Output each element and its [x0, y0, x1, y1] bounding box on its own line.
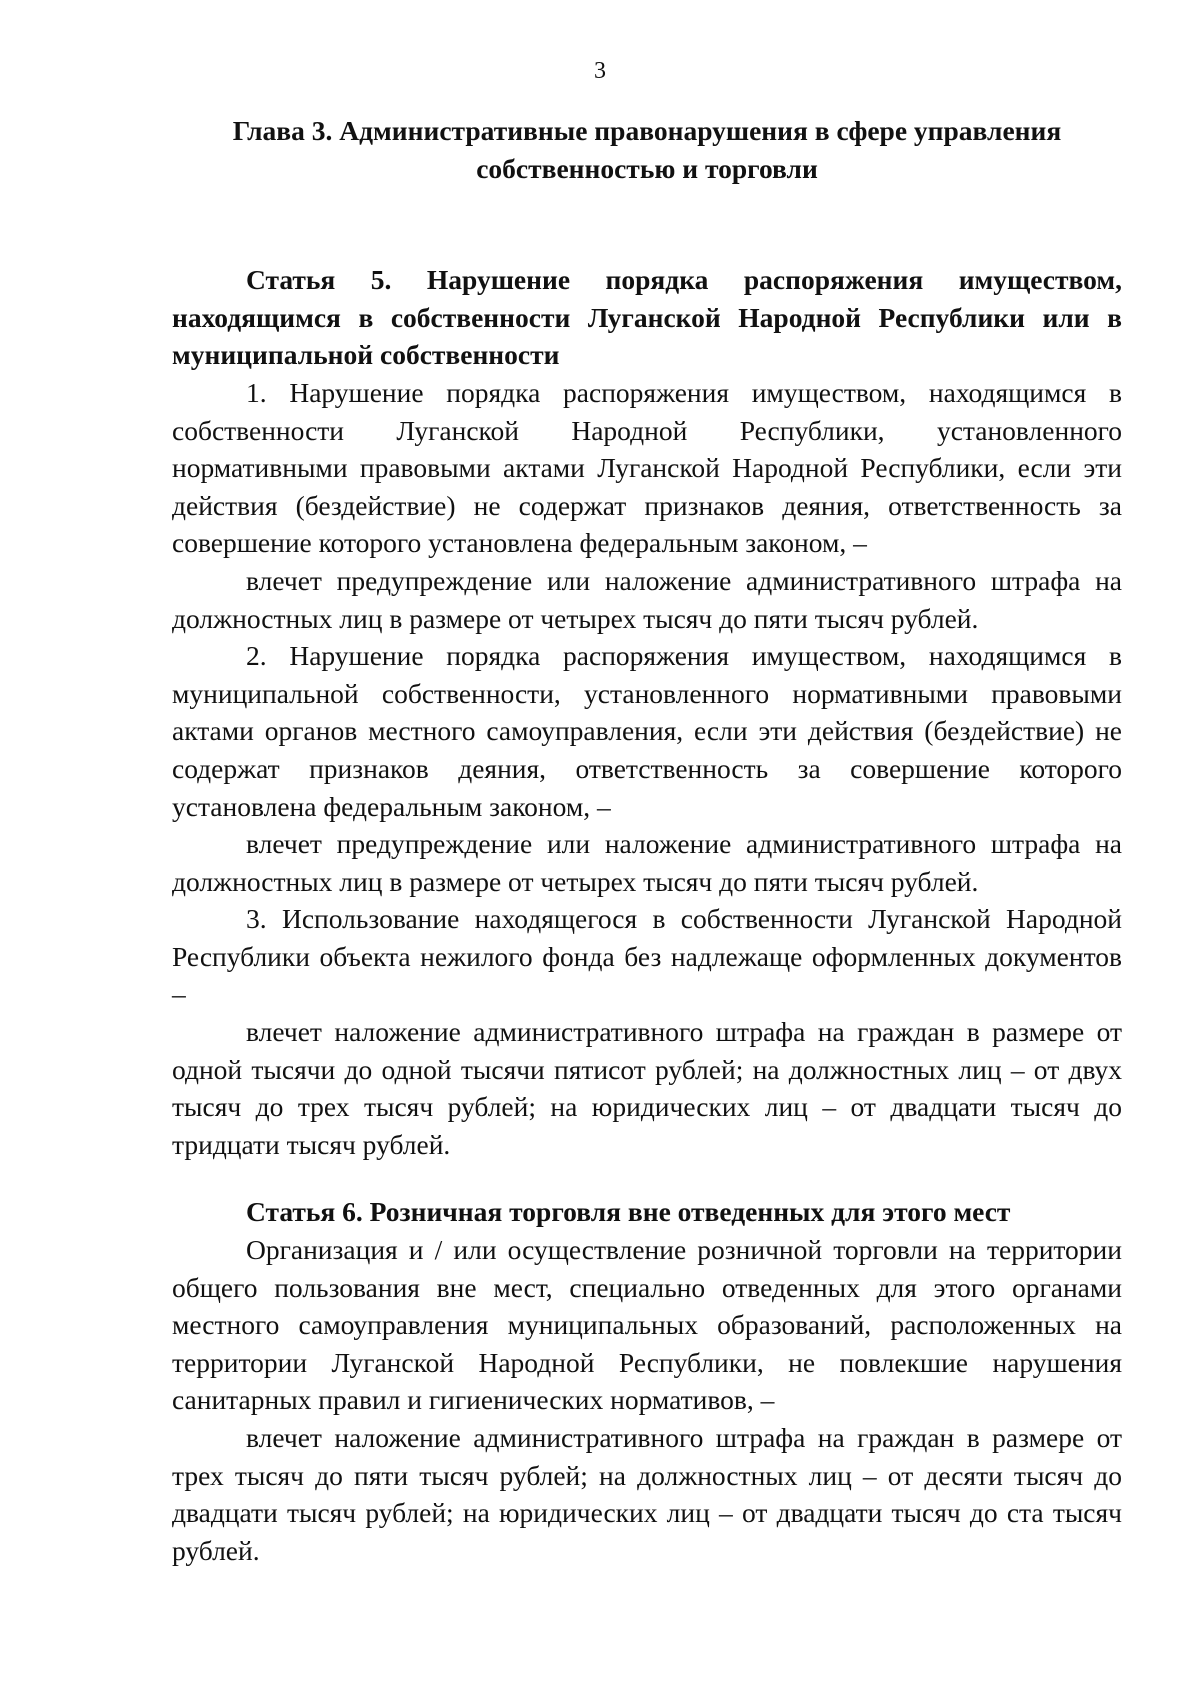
article-5-paragraph-5: 3. Использование находящегося в собственности Луганской Народной Республики объекта нежилого фонда без надлежаще оформленных документов – [172, 903, 1122, 1010]
article-6-paragraph-1: Организация и / или осуществление розничной торговли на территории общего пользования вне мест, специально отведенных для этого органами местного самоуправления муниципальных образований, расположенных на территории Луганской Народной Республики, не повлекшие нарушения санитарных правил и гигиенических нормативов, – [172, 1234, 1122, 1416]
chapter-title-line-2: собственностью и торговли [476, 152, 818, 184]
article-5-paragraph-1: 1. Нарушение порядка распоряжения имуществом, находящимся в собственности Луганской Народной Республики, установленного нормативными правовыми актами Луганской Народной Республики, если эти действия (бездействие) не содержат признаков деяния, ответственность за совершение которого установлена федеральным законом, – [172, 376, 1122, 559]
article-5-paragraph-4: влечет предупреждение или наложение административного штрафа на должностных лиц в размере от четырех тысяч до пяти тысяч рублей. [172, 828, 1122, 897]
chapter-title [172, 112, 1122, 187]
article-5-paragraph-2: влечет предупреждение или наложение административного штрафа на должностных лиц в размере от четырех тысяч до пяти тысяч рублей. [172, 564, 1122, 634]
chapter-title-line-1: Глава 3. Административные правонарушения в сфере управления [232, 115, 1062, 146]
article-6-body [172, 1231, 1122, 1569]
article-5-body [172, 374, 1122, 1163]
article-6-title: Статья 6. Розничная торговля вне отведенных для этого мест [246, 1196, 1011, 1228]
page-number: 3 [594, 58, 606, 84]
article-6-paragraph-2: влечет наложение административного штрафа на граждан в размере от трех тысяч до пяти тысяч рублей; на должностных лиц – от десяти тысяч до двадцати тысяч рублей; на юридических лиц – от двадцати тысяч до ста тысяч рублей. [172, 1422, 1122, 1566]
article-5-paragraph-3: 2. Нарушение порядка распоряжения имуществом, находящимся в муниципальной собственности, установленного нормативными правовыми актами органов местного самоуправления, если эти действия (бездействие) не содержат признаков деяния, ответственность за совершение которого установлена федеральным законом, – [172, 640, 1122, 822]
document-body [172, 112, 1122, 1569]
article-5-paragraph-6: влечет наложение административного штрафа на граждан в размере от одной тысячи до одной тысячи пятисот рублей; на должностных лиц – от двух тысяч до трех тысяч рублей; на юридических лиц – от двадцати тысяч до тридцати тысяч рублей. [172, 1016, 1122, 1160]
article-5-title: Статья 5. Нарушение порядка распоряжения имуществом, находящимся в собственности Луганской Народной Республики или в муниципальной собственности [172, 264, 1122, 371]
